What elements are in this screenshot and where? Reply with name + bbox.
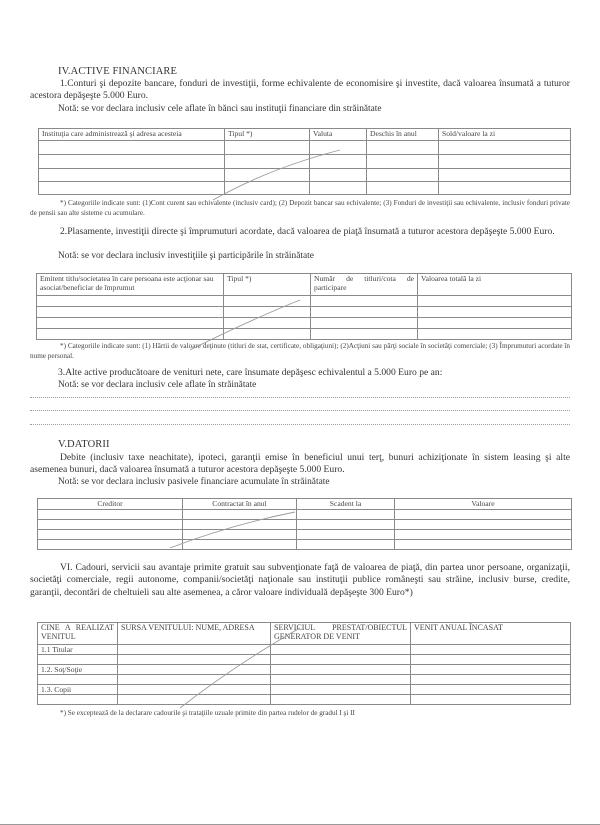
- table-cell[interactable]: [439, 182, 571, 195]
- table-cell[interactable]: [395, 520, 572, 530]
- col-header-type: Tipul *): [224, 274, 311, 296]
- table-cell[interactable]: [411, 645, 571, 655]
- table-cell[interactable]: [311, 318, 418, 329]
- table-cell[interactable]: [38, 530, 183, 540]
- table-cell[interactable]: [411, 665, 571, 675]
- table-cell[interactable]: [225, 169, 310, 182]
- section-iv-item3-text: 3.Alte active producătoare de venituri nete, care însumate depăşesc echivalentul a 5.000 Euro pe an:: [58, 367, 443, 378]
- table-cell[interactable]: [271, 655, 411, 665]
- section-iv-item1-note: Notă: se vor declara inclusiv cele aflate în bănci sau instituţii financiare din străinătate: [58, 104, 382, 114]
- table-cell[interactable]: [225, 182, 310, 195]
- table-cell[interactable]: [118, 645, 271, 655]
- section-iv-item2-text: 2.Plasamente, investiţii directe şi împrumuturi acordate, dacă valoarea de piaţă însumată a tuturor acestora depăşeşte 5.000 Euro.: [60, 226, 555, 237]
- section-vi-text: VI. Cadouri, servicii sau avantaje primite gratuit sau subvenţionate faţă de valoarea de piaţă, din partea unor persoane, organizaţii, societăţi comerciale, regii autonome, companii/societăţi naţionale sau instituţii publice româneşti sau străine, inclusiv burse, credite, garanţii, decontări de cheltuieli sau alte asemenea, a căror valoare individuală depăşeşte 300 Euro*): [30, 562, 570, 598]
- table-cell[interactable]: [37, 307, 224, 318]
- col-header-value: Valoare: [395, 499, 572, 510]
- table-cell[interactable]: [183, 540, 297, 550]
- table-cell[interactable]: [38, 540, 183, 550]
- table-cell[interactable]: [439, 141, 571, 155]
- table-cell[interactable]: [38, 655, 118, 665]
- section-iv-title: IV.ACTIVE FINANCIARE: [58, 66, 178, 77]
- investments-table: [36, 273, 572, 340]
- table-cell[interactable]: [411, 695, 571, 705]
- table-cell[interactable]: [310, 169, 367, 182]
- table-cell[interactable]: [183, 520, 297, 530]
- table-cell[interactable]: [37, 296, 224, 307]
- table-cell[interactable]: [37, 329, 224, 340]
- table-row: [38, 695, 571, 705]
- section-v-note: Notă: se vor declara inclusiv pasivele financiare acumulate în străinătate: [58, 477, 330, 487]
- table-cell[interactable]: [183, 510, 297, 520]
- table-cell[interactable]: [297, 540, 395, 550]
- gifts-table: [37, 622, 571, 705]
- table-cell[interactable]: [224, 318, 311, 329]
- table-cell[interactable]: [37, 318, 224, 329]
- table-header-row: [37, 274, 572, 296]
- table-row: [37, 296, 572, 307]
- table-row: [37, 307, 572, 318]
- table-row: [38, 655, 571, 665]
- table-cell[interactable]: [297, 520, 395, 530]
- section-v-title: V.DATORII: [58, 439, 110, 450]
- table-cell[interactable]: [395, 540, 572, 550]
- table-cell[interactable]: [367, 141, 439, 155]
- table-cell[interactable]: [367, 182, 439, 195]
- table-cell[interactable]: [439, 155, 571, 169]
- section-iv-item1-footnote: *) Categoriile indicate sunt: (1)Cont curent sau echivalente (inclusiv card); (2) Depozit bancar sau echivalente; (3) Fonduri de investiţii sau echivalente, inclusiv fonduri private de pensii sau alte sisteme cu acumulare.: [30, 199, 570, 217]
- col-header-type: Tipul *): [225, 129, 310, 141]
- table-row: [38, 540, 572, 550]
- table-header-row: [38, 499, 572, 510]
- col-header-income-source: SURSA VENITULUI: NUME, ADRESA: [118, 623, 271, 645]
- col-header-contracted-year: Contractat în anul: [183, 499, 297, 510]
- bank-accounts-table: [38, 128, 571, 195]
- table-cell[interactable]: [311, 329, 418, 340]
- table-row: [38, 510, 572, 520]
- debts-table: [37, 498, 572, 550]
- table-cell[interactable]: [39, 155, 225, 169]
- table-cell[interactable]: [38, 510, 183, 520]
- table-cell[interactable]: [297, 510, 395, 520]
- table-row: [39, 182, 571, 195]
- row-label-spouse: 1.2. Soţ/Soţie: [38, 665, 118, 675]
- table-cell[interactable]: [271, 695, 411, 705]
- table-row: [39, 169, 571, 182]
- table-row: [39, 141, 571, 155]
- section-iv-item3-note: Notă: se vor declara inclusiv cele aflate în străinătate: [58, 380, 257, 390]
- section-iv-item2-footnote: *) Categoriile indicate sunt: (1) Hârtii de valoare deţinute (titluri de stat, certificate, obligaţiuni); (2)Acţiuni sau părţi sociale în societăţi comerciale; (3) Împrumuturi acordate în nume personal.: [30, 342, 570, 360]
- col-header-total-value: Valoarea totală la zi: [418, 274, 572, 296]
- table-cell[interactable]: [39, 169, 225, 182]
- table-cell[interactable]: [367, 155, 439, 169]
- table-cell[interactable]: [118, 695, 271, 705]
- table-row: [38, 520, 572, 530]
- col-header-due-date: Scadent la: [297, 499, 395, 510]
- table-cell[interactable]: [118, 675, 271, 685]
- table-cell[interactable]: [418, 329, 572, 340]
- table-header-row: [39, 129, 571, 141]
- table-cell[interactable]: [418, 307, 572, 318]
- table-cell[interactable]: [310, 155, 367, 169]
- table-cell[interactable]: [183, 530, 297, 540]
- col-header-issuer: Emitent titlu/societatea în care persoana este acţionar sau asociat/beneficiar de împrumut: [37, 274, 224, 296]
- row-label-titular: 1.1 Titular: [38, 645, 118, 655]
- table-cell[interactable]: [224, 329, 311, 340]
- table-row: [37, 329, 572, 340]
- table-cell[interactable]: [395, 530, 572, 540]
- table-cell[interactable]: [411, 675, 571, 685]
- col-header-who-earned: CINE A REALIZAT VENITUL: [38, 623, 118, 645]
- table-row: [38, 645, 571, 655]
- table-cell[interactable]: [38, 520, 183, 530]
- dotted-entry-line[interactable]: [30, 410, 570, 411]
- table-cell[interactable]: [271, 685, 411, 695]
- table-row: [38, 685, 571, 695]
- section-vi-footnote: *) Se exceptează de la declarare cadourile şi trataţiile uzuale primite din partea rudelor de gradul I şi II: [60, 709, 355, 717]
- table-cell[interactable]: [297, 530, 395, 540]
- table-cell[interactable]: [38, 675, 118, 685]
- table-cell[interactable]: [118, 685, 271, 695]
- table-cell[interactable]: [224, 307, 311, 318]
- table-row: [38, 530, 572, 540]
- table-cell[interactable]: [225, 141, 310, 155]
- table-row: [37, 318, 572, 329]
- table-row: [38, 675, 571, 685]
- col-header-currency: Valuta: [310, 129, 367, 141]
- table-cell[interactable]: [310, 182, 367, 195]
- table-row: [38, 665, 571, 675]
- col-header-service-provided: SERVICIUL PRESTAT/OBIECTUL GENERATOR DE VENIT: [271, 623, 411, 645]
- table-cell[interactable]: [271, 645, 411, 655]
- col-header-annual-income: VENIT ANUAL ÎNCASAT: [411, 623, 571, 645]
- table-cell[interactable]: [310, 141, 367, 155]
- col-header-opened-year: Deschis în anul: [367, 129, 439, 141]
- table-cell[interactable]: [225, 155, 310, 169]
- table-cell[interactable]: [395, 510, 572, 520]
- table-cell[interactable]: [311, 296, 418, 307]
- dotted-entry-line[interactable]: [30, 424, 570, 425]
- col-header-creditor: Creditor: [38, 499, 183, 510]
- table-header-row: [38, 623, 571, 645]
- table-cell[interactable]: [118, 655, 271, 665]
- section-iv-item2-note: Notă: se vor declara inclusiv investiţiile şi participările în străinătate: [58, 251, 314, 261]
- table-cell[interactable]: [38, 695, 118, 705]
- table-cell[interactable]: [439, 169, 571, 182]
- table-cell[interactable]: [39, 141, 225, 155]
- table-cell[interactable]: [367, 169, 439, 182]
- table-cell[interactable]: [418, 318, 572, 329]
- row-label-children: 1.3. Copii: [38, 685, 118, 695]
- table-cell[interactable]: [411, 655, 571, 665]
- table-cell[interactable]: [271, 665, 411, 675]
- table-cell[interactable]: [118, 665, 271, 675]
- table-cell[interactable]: [271, 675, 411, 685]
- table-cell[interactable]: [311, 307, 418, 318]
- table-cell[interactable]: [224, 296, 311, 307]
- table-cell[interactable]: [418, 296, 572, 307]
- col-header-shares-count: Număr de titluri/cota de participare: [311, 274, 418, 296]
- table-cell[interactable]: [39, 182, 225, 195]
- table-row: [39, 155, 571, 169]
- section-iv-item1-text: 1.Conturi şi depozite bancare, fonduri de investiţii, forme echivalente de economisire şi investite, dacă valoarea însumată a tuturor acestora depăşeşte 5.000 Euro.: [30, 78, 570, 102]
- dotted-entry-line[interactable]: [30, 397, 570, 398]
- section-v-text: Debite (inclusiv taxe neachitate), ipoteci, garanţii emise în beneficiul unui terţ, bunuri achiziţionate în sistem leasing şi alte asemenea bunuri, dacă valoarea însumată a tuturor acestora depăşeşte 5.000 Euro.: [30, 452, 570, 476]
- col-header-institution: Instituţia care administrează şi adresa acesteia: [39, 129, 225, 141]
- col-header-balance: Sold/valoare la zi: [439, 129, 571, 141]
- table-cell[interactable]: [411, 685, 571, 695]
